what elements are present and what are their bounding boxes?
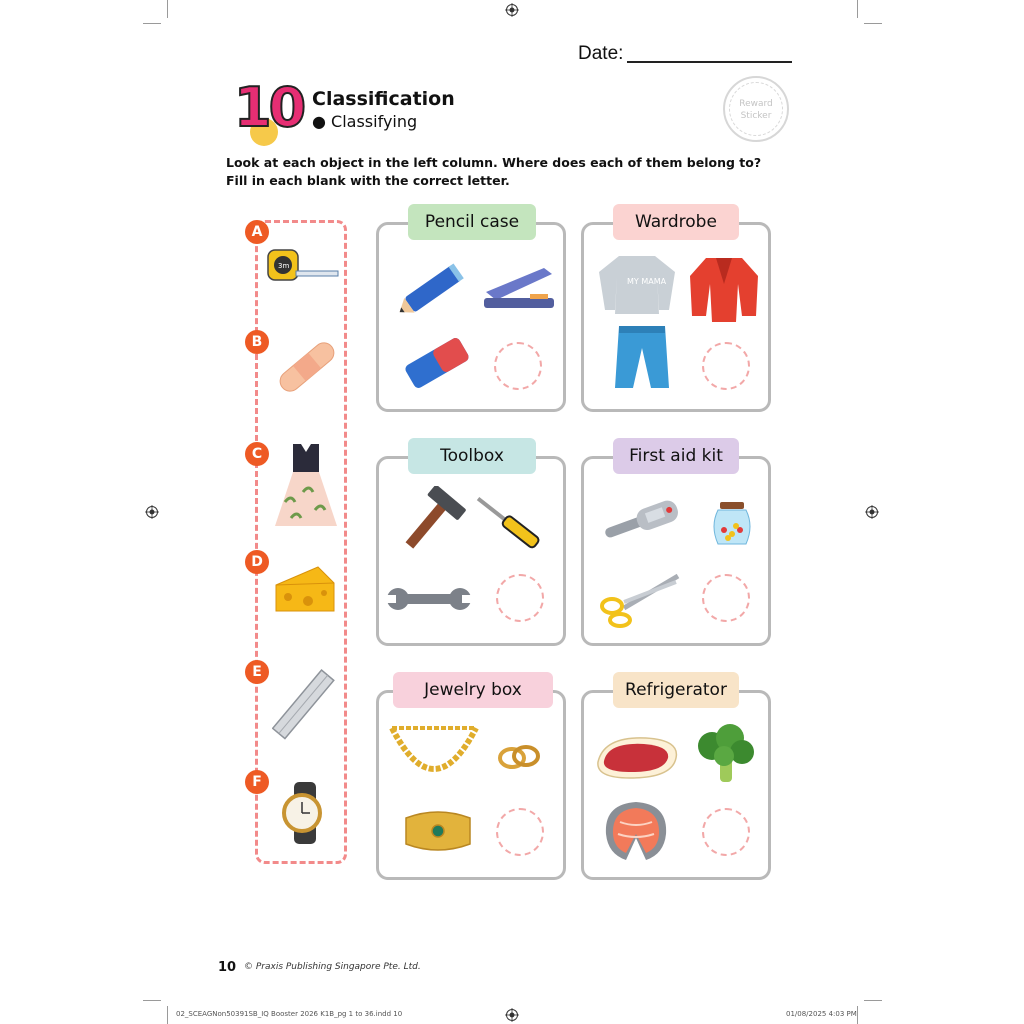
answer-blank-pencil-case[interactable] <box>494 342 542 390</box>
salmon-icon <box>602 798 670 862</box>
jacket-icon <box>686 254 762 324</box>
measuring-tape-icon <box>266 246 340 286</box>
broccoli-icon <box>694 722 758 784</box>
crop-mark <box>857 1006 858 1024</box>
answer-blank-refrigerator[interactable] <box>702 808 750 856</box>
copyright: © Praxis Publishing Singapore Pte. Ltd. <box>244 962 421 972</box>
wrench-icon <box>386 582 472 616</box>
instructions <box>226 154 786 190</box>
hammer-icon <box>394 486 470 554</box>
print-slug-right: 01/08/2025 4:03 PM <box>786 1010 857 1018</box>
answer-blank-wardrobe[interactable] <box>702 342 750 390</box>
crop-mark <box>167 1006 168 1024</box>
category-label-first-aid-kit: First aid kit <box>613 438 739 474</box>
sweater-print: MY MAMA <box>627 277 667 286</box>
registration-mark-icon <box>505 3 519 17</box>
jeans-icon <box>611 322 673 392</box>
eraser-icon <box>402 332 472 394</box>
watch-icon <box>280 780 330 846</box>
page-subtitle: ● Classifying <box>312 112 418 131</box>
date-field[interactable] <box>627 61 792 63</box>
reward-sticker <box>723 76 789 142</box>
print-slug-left: 02_SCEAGNon50391SB_IQ Booster 2026 K1B_pg 1 to 36.indd 10 <box>176 1010 403 1018</box>
crop-mark <box>143 23 161 24</box>
svg-text:3m: 3m <box>278 262 290 270</box>
category-label-toolbox: Toolbox <box>408 438 536 474</box>
ruler-icon <box>272 668 336 742</box>
rings-icon <box>496 742 544 772</box>
bracelet-icon <box>402 808 474 854</box>
crop-mark <box>864 23 882 24</box>
scissors-icon <box>598 572 682 628</box>
stapler-icon <box>482 264 556 312</box>
steak-icon <box>594 728 682 784</box>
crop-mark <box>864 1000 882 1001</box>
options-column <box>255 220 347 864</box>
option-letter-f: F <box>245 770 269 794</box>
page-number: 10 <box>218 960 237 975</box>
reward-line-2: Sticker <box>740 111 772 121</box>
answer-blank-jewelry-box[interactable] <box>496 808 544 856</box>
category-label-pencil-case: Pencil case <box>408 204 536 240</box>
instruction-line: Fill in each blank with the correct letter. <box>226 173 510 188</box>
registration-mark-icon <box>505 1008 519 1022</box>
pill-jar-icon <box>708 500 756 548</box>
crop-mark <box>167 0 168 18</box>
pencil-icon <box>393 262 473 318</box>
necklace-icon <box>386 720 482 784</box>
activity-number: 10 <box>234 76 304 139</box>
dress-icon <box>273 442 339 528</box>
cheese-icon <box>274 565 336 615</box>
reward-line-1: Reward <box>739 99 773 109</box>
registration-mark-icon <box>145 505 159 519</box>
option-letter-e: E <box>245 660 269 684</box>
option-letter-c: C <box>245 442 269 466</box>
thermometer-icon <box>600 500 684 546</box>
bandage-icon <box>273 337 341 397</box>
crop-mark <box>857 0 858 18</box>
category-label-refrigerator: Refrigerator <box>613 672 739 708</box>
option-letter-a: A <box>245 220 269 244</box>
answer-blank-first-aid-kit[interactable] <box>702 574 750 622</box>
screwdriver-icon <box>470 494 546 550</box>
date-label: Date: <box>578 43 624 64</box>
category-label-wardrobe: Wardrobe <box>613 204 739 240</box>
option-letter-b: B <box>245 330 269 354</box>
registration-mark-icon <box>865 505 879 519</box>
page-title: Classification <box>312 88 455 110</box>
option-letter-d: D <box>245 550 269 574</box>
crop-mark <box>143 1000 161 1001</box>
category-label-jewelry-box: Jewelry box <box>393 672 553 708</box>
sweater-icon <box>597 252 677 316</box>
answer-blank-toolbox[interactable] <box>496 574 544 622</box>
instruction-line: Look at each object in the left column. Where does each of them belong to? <box>226 155 762 170</box>
